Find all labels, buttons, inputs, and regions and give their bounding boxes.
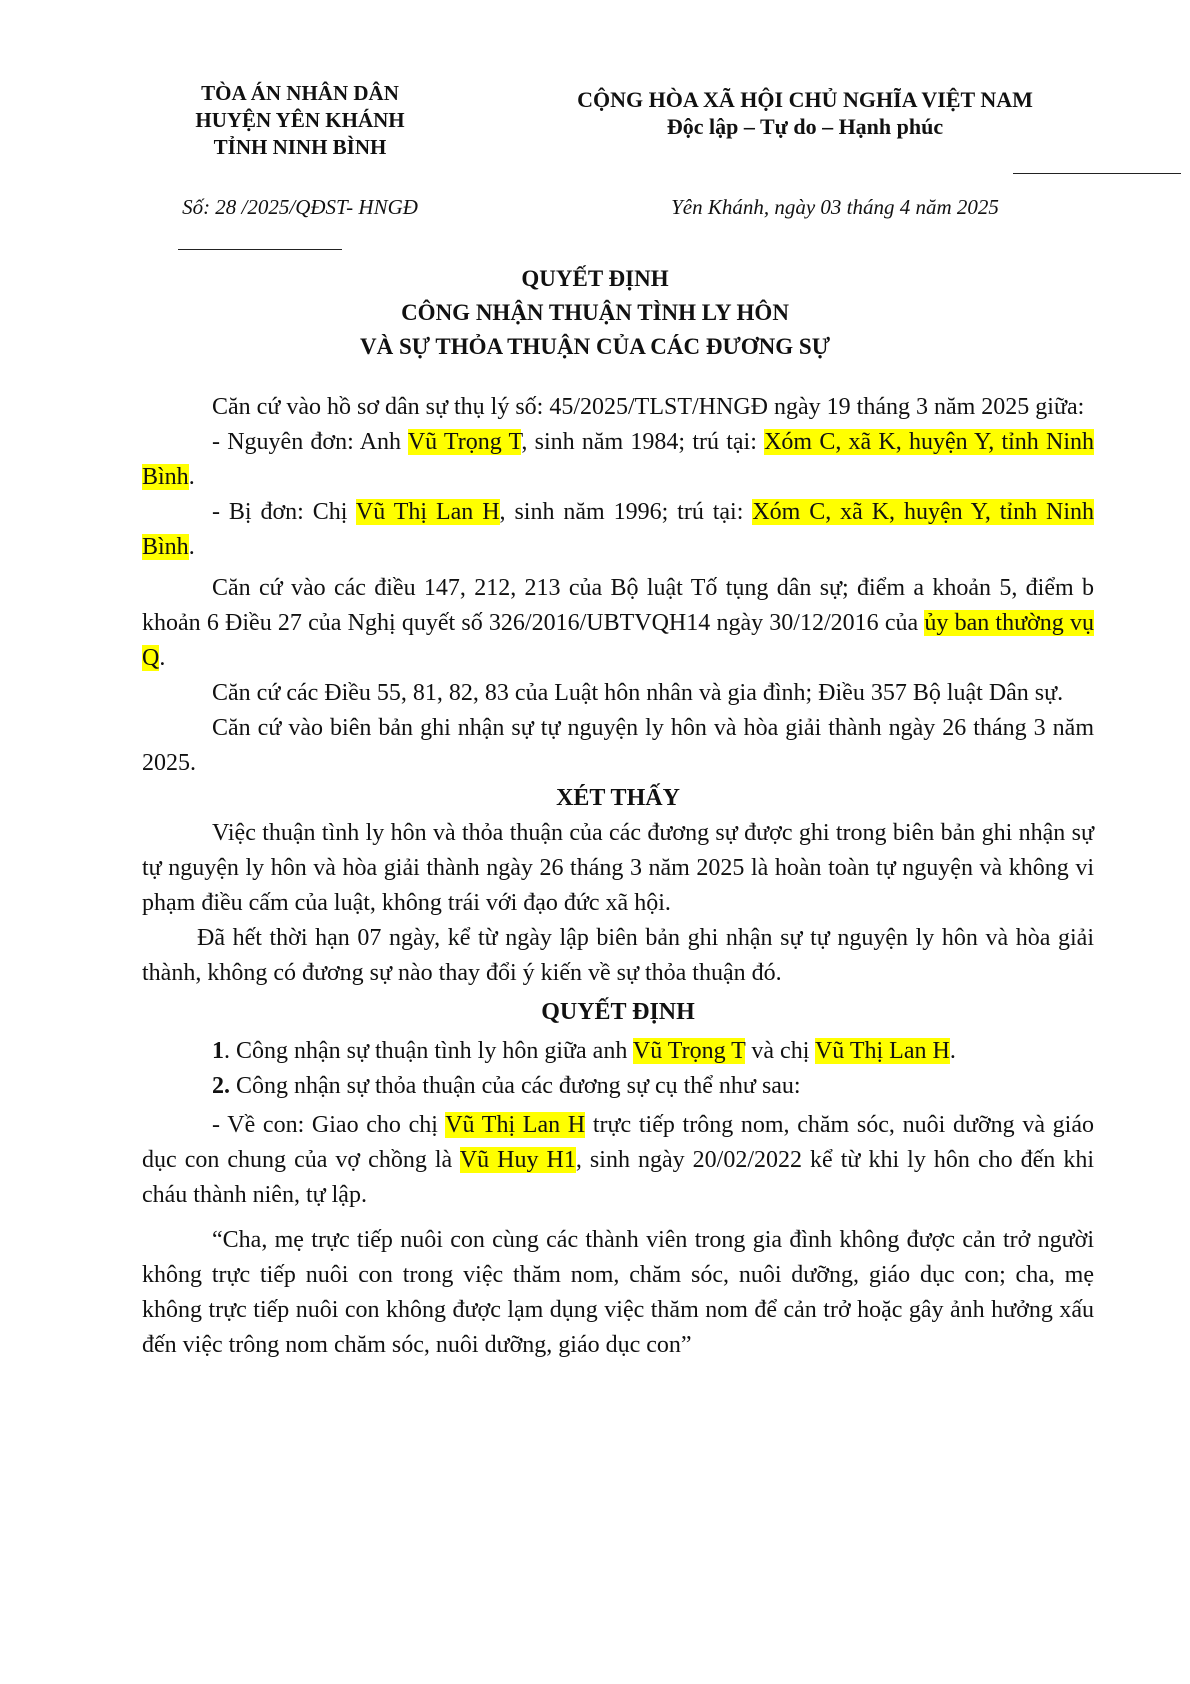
plaintiff-address: Xóm C, xã K, huyện Y, tỉnh Ninh Bình: [142, 429, 1094, 490]
findings-paragraph-2: Đã hết thời hạn 07 ngày, kể từ ngày lập biên bản ghi nhận sự tự nguyện ly hôn và hòa giải thành, không có đương sự nào thay đổi ý kiến về sự thỏa thuận đó.: [142, 925, 1094, 986]
basis-case-file: Căn cứ vào hồ sơ dân sự thụ lý số: 45/2025/TLST/HNGĐ ngày 19 tháng 3 năm 2025 giữa:: [212, 394, 1085, 420]
custodian-name: Vũ Thị Lan H: [445, 1112, 586, 1138]
child-name: Vũ Huy H1: [459, 1147, 576, 1173]
decision-title: [0, 262, 1190, 364]
defendant-name: Vũ Thị Lan H: [355, 499, 500, 525]
court-name-line1: TÒA ÁN NHÂN DÂN: [201, 81, 399, 105]
national-motto: Độc lập – Tự do – Hạnh phúc: [666, 114, 944, 139]
plaintiff-line: - Nguyên đơn: Anh Vũ Trọng T, sinh năm 1984; trú tại: Xóm C, xã K, huyện Y, tỉnh Ninh Bình.: [142, 429, 1094, 490]
title-line1: QUYẾT ĐỊNH: [521, 266, 669, 291]
section-heading-decision: QUYẾT ĐỊNH: [541, 999, 695, 1025]
custody-quote: “Cha, mẹ trực tiếp nuôi con cùng các thành viên trong gia đình không được cản trở người không trực tiếp nuôi con trong việc thăm nom, chăm sóc, nuôi dưỡng, giáo dục con; cha, mẹ không trực tiếp nuôi con không được lạm dụng việc thăm nom để cản trở hoặc gây ảnh hưởng xấu đến việc trông nom chăm sóc, nuôi dưỡng, giáo dục con”: [142, 1227, 1094, 1358]
basis-family-law: Căn cứ các Điều 55, 81, 82, 83 của Luật hôn nhân và gia đình; Điều 357 Bộ luật Dân sự.: [212, 680, 1064, 706]
title-line2: CÔNG NHẬN THUẬN TÌNH LY HÔN: [401, 300, 789, 325]
document-number: Số: 28 /2025/QĐST- HNGĐ: [182, 195, 418, 219]
child-custody-line: - Về con: Giao cho chị Vũ Thị Lan H trực tiếp trông nom, chăm sóc, nuôi dưỡng và giáo dục con chung của vợ chồng là Vũ Huy H1, sinh ngày 20/02/2022 kể từ khi ly hôn cho đến khi cháu thành niên, tự lập.: [142, 1112, 1094, 1208]
committee-name: ủy ban thường vụ Q: [142, 610, 1094, 671]
decision-item-2: 2. Công nhận sự thỏa thuận của các đương sự cụ thể như sau:: [212, 1073, 801, 1099]
defendant-line: - Bị đơn: Chị Vũ Thị Lan H, sinh năm 1996; trú tại: Xóm C, xã K, huyện Y, tỉnh Ninh Bình.: [142, 499, 1095, 560]
court-name-line3: TỈNH NINH BÌNH: [213, 135, 387, 159]
title-line3: VÀ SỰ THỎA THUẬN CỦA CÁC ĐƯƠNG SỰ: [359, 334, 831, 359]
court-name-block: [160, 80, 440, 161]
findings-paragraph-1: Việc thuận tình ly hôn và thỏa thuận của các đương sự được ghi trong biên bản ghi nhận sự tự nguyện ly hôn và hòa giải thành ngày 26 tháng 3 năm 2025 là hoàn toàn tự nguyện và không vi phạm điều cấm của luật, không trái với đạo đức xã hội.: [142, 820, 1094, 916]
plaintiff-name: Vũ Trọng T: [407, 429, 522, 455]
court-name-line2: HUYỆN YÊN KHÁNH: [195, 108, 405, 132]
national-title: CỘNG HÒA XÃ HỘI CHỦ NGHĨA VIỆT NAM: [577, 87, 1033, 112]
document-date: Yên Khánh, ngày 03 tháng 4 năm 2025: [671, 195, 999, 219]
husband-name: Vũ Trọng T: [632, 1038, 746, 1064]
basis-record: Căn cứ vào biên bản ghi nhận sự tự nguyện ly hôn và hòa giải thành ngày 26 tháng 3 năm 2025.: [142, 715, 1094, 776]
wife-name: Vũ Thị Lan H: [814, 1038, 950, 1064]
decision-body: [142, 390, 1094, 1363]
section-heading-findings: XÉT THẤY: [556, 785, 680, 811]
national-header-block: [520, 86, 1090, 140]
defendant-address: Xóm C, xã K, huyện Y, tỉnh Ninh Bình: [142, 499, 1095, 560]
basis-legal-articles: Căn cứ vào các điều 147, 212, 213 của Bộ luật Tố tụng dân sự; điểm a khoản 5, điểm b khoản 6 Điều 27 của Nghị quyết số 326/2016/UBTVQH14 ngày 30/12/2016 của ủy ban thường vụ Q.: [142, 575, 1094, 671]
decision-item-1: 1. Công nhận sự thuận tình ly hôn giữa anh Vũ Trọng T và chị Vũ Thị Lan H.: [212, 1038, 956, 1064]
left-divider: [178, 249, 342, 250]
right-divider: [1013, 173, 1181, 174]
